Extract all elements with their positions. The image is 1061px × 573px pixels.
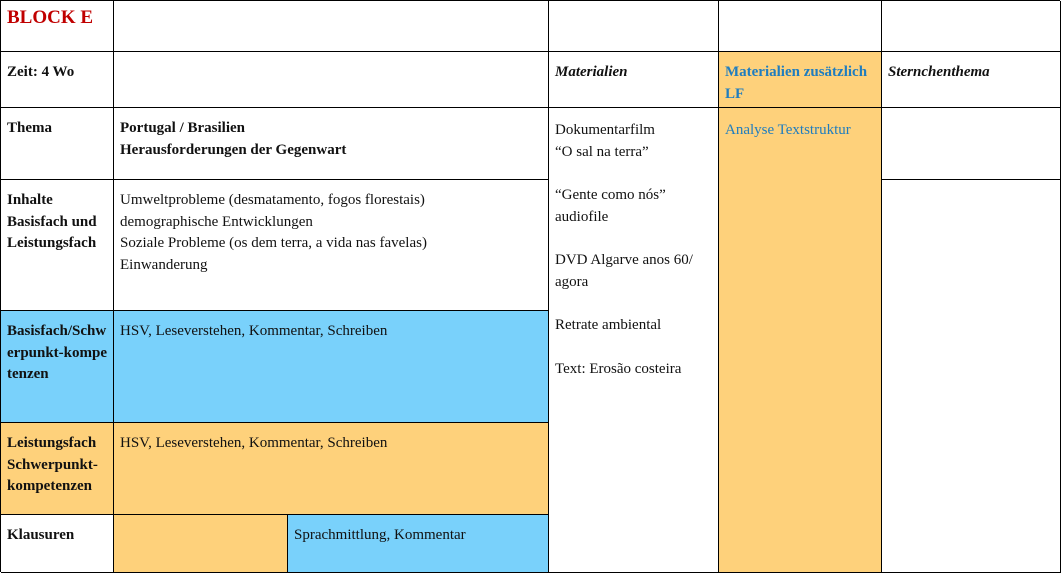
klausuren-content: Sprachmittlung, Kommentar <box>288 515 549 573</box>
sternchenthema-cell <box>882 108 1061 180</box>
materialien-lf-header: Materialien zusätzlich LF <box>719 52 882 108</box>
thema-label: Thema <box>1 108 114 180</box>
klausuren-label: Klausuren <box>1 515 114 573</box>
zeit-label: Zeit: 4 Wo <box>1 52 114 108</box>
header-empty-cell <box>882 1 1061 52</box>
zeit-empty-cell <box>114 52 549 108</box>
inhalte-line: Soziale Probleme (os dem terra, a vida nas favelas) <box>120 235 427 251</box>
leistungsfach-label: Leistungsfach Schwerpunkt-kompetenzen <box>1 423 114 515</box>
list-item: DVD Algarve anos 60/ agora <box>555 252 693 290</box>
list-item: Retrate ambiental <box>555 317 662 333</box>
inhalte-line: Umweltprobleme (desmatamento, fogos florestais) <box>120 192 425 208</box>
materialien-list <box>549 108 719 573</box>
materialien-header: Materialien <box>549 52 719 108</box>
thema-line: Portugal / Brasilien <box>120 120 245 136</box>
list-item: Analyse Textstruktur <box>725 122 851 138</box>
inhalte-line: Einwanderung <box>120 256 208 273</box>
basisfach-label: Basisfach/Schwerpunkt-kompetenzen <box>1 311 114 423</box>
list-item: Dokumentarfilm “O sal na terra” <box>555 122 655 160</box>
sternchenthema-header: Sternchenthema <box>882 52 1061 108</box>
thema-line: Herausforderungen der Gegenwart <box>120 141 347 158</box>
basisfach-content: HSV, Leseverstehen, Kommentar, Schreiben <box>114 311 549 423</box>
thema-content <box>114 108 549 180</box>
sternchenthema-cell <box>882 180 1061 573</box>
inhalte-label: Inhalte Basisfach und Leistungsfach <box>1 180 114 311</box>
list-item: Text: Erosão costeira <box>555 360 682 377</box>
materialien-lf-list <box>719 108 882 573</box>
list-item: “Gente como nós” audiofile <box>555 187 666 225</box>
block-title: BLOCK E <box>1 1 114 52</box>
header-empty-cell <box>719 1 882 52</box>
leistungsfach-content: HSV, Leseverstehen, Kommentar, Schreiben <box>114 423 549 515</box>
header-empty-cell <box>549 1 719 52</box>
inhalte-content <box>114 180 549 311</box>
header-empty-cell <box>114 1 549 52</box>
klausuren-empty-cell <box>114 515 288 573</box>
inhalte-line: demographische Entwicklungen <box>120 213 313 230</box>
